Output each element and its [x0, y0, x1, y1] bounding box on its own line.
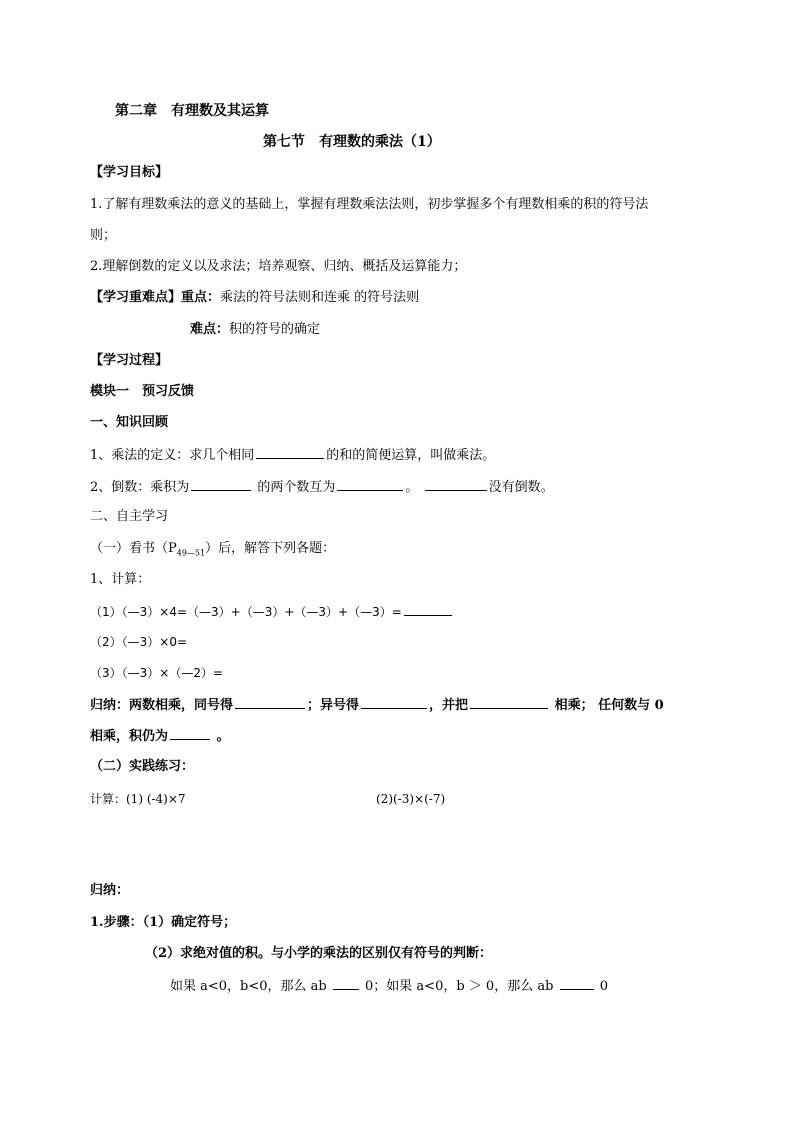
question-2	[90, 476, 554, 498]
summary-text-a: 归纳：两数相乘，同号得	[90, 698, 234, 713]
read-book-text-a: （一）看书（P	[90, 541, 177, 556]
process-header: 【学习过程】	[90, 353, 169, 368]
blank-line	[337, 476, 403, 491]
step-2: （2）求绝对值的积。与小学的乘法的区别仅有符号的判断：	[145, 946, 493, 961]
condition-text-c: 0	[599, 979, 608, 994]
practice-calc-2: (2)(-3)×(-7)	[376, 792, 446, 806]
step-1: 1.步骤：（1）确定符号；	[90, 915, 237, 930]
part-1-title: 一、知识回顾	[90, 415, 169, 430]
key-point-text: 乘法的符号法则和连乘 的符号法则	[220, 290, 420, 305]
key-points-line	[90, 288, 419, 308]
summary-line-2	[90, 725, 230, 747]
key-point-label: 重点：	[181, 290, 221, 305]
read-book-line	[90, 539, 335, 564]
calc-1	[90, 601, 454, 622]
summary-line-1	[90, 694, 664, 716]
key-points-header: 【学习重难点】	[90, 290, 182, 305]
practice-title: （二）实践练习：	[90, 759, 195, 774]
summary-text-c: ，并把	[429, 698, 469, 713]
difficult-point-label: 难点：	[190, 322, 230, 337]
blank-line	[470, 694, 548, 709]
calc-1-text: （1）（—3）×4=（—3）+（—3）+（—3）+（—3）=	[90, 605, 402, 619]
question-1-text-a: 1、乘法的定义：求几个相同	[90, 448, 255, 463]
question-2-text-b: 的两个数互为	[257, 480, 336, 495]
blank-line	[191, 476, 251, 491]
blank-line	[235, 694, 305, 709]
summary-text-d: 相乘； 任何数与 0	[554, 698, 664, 713]
sign-condition-line	[170, 975, 608, 997]
question-2-text-c: 。	[405, 480, 419, 495]
calc-3: （3）（—3）×（—2）=	[90, 666, 224, 680]
objectives-header: 【学习目标】	[90, 165, 169, 180]
difficult-point-text: 积的符号的确定	[229, 322, 321, 337]
blank-line	[425, 476, 487, 491]
blank-line	[256, 444, 324, 459]
practice-calc-1: 计算：(1) (-4)×7	[90, 792, 186, 806]
read-book-text-b: ）后，解答下列各题：	[205, 541, 336, 556]
chapter-title: 第二章 有理数及其运算	[115, 103, 269, 119]
module-title: 模块一 预习反馈	[90, 384, 195, 399]
condition-text-b: 0；如果 a<0，b ＞ 0，那么 ab	[365, 979, 554, 994]
objective-1-line-2: 则；	[90, 228, 117, 243]
blank-line	[560, 975, 594, 990]
objective-1-line-1: 1.了解有理数乘法的意义的基础上，掌握有理数乘法法则，初步掌握多个有理数相乘的积的符号法	[90, 197, 649, 212]
part-2-title: 二、自主学习	[90, 509, 169, 524]
difficult-point-line	[190, 320, 320, 340]
calc-2: （2）（—3）×0=	[90, 635, 188, 649]
question-2-text-d: 没有倒数。	[488, 480, 554, 495]
calc-heading: 1、计算：	[90, 572, 151, 587]
blank-line	[170, 725, 210, 740]
question-2-text-a: 2、倒数：乘积为	[90, 480, 190, 495]
blank-line	[404, 601, 452, 616]
objective-2: 2.理解倒数的定义以及求法；培养观察、归纳、概括及运算能力；	[90, 259, 467, 274]
blank-line	[333, 975, 359, 990]
blank-line	[361, 694, 427, 709]
question-1-text-b: 的和的简便运算，叫做乘法。	[326, 448, 496, 463]
question-1	[90, 444, 495, 466]
section-title: 第七节 有理数的乘法（1）	[263, 134, 441, 150]
condition-text-a: 如果 a<0，b<0，那么 ab	[170, 979, 327, 994]
induction-title: 归纳：	[90, 883, 130, 898]
read-book-pages: 49—51	[176, 548, 206, 558]
summary-text-b: ；异号得	[307, 698, 360, 713]
summary-text-e: 相乘，积仍为	[90, 729, 169, 744]
summary-text-f: 。	[216, 729, 230, 744]
